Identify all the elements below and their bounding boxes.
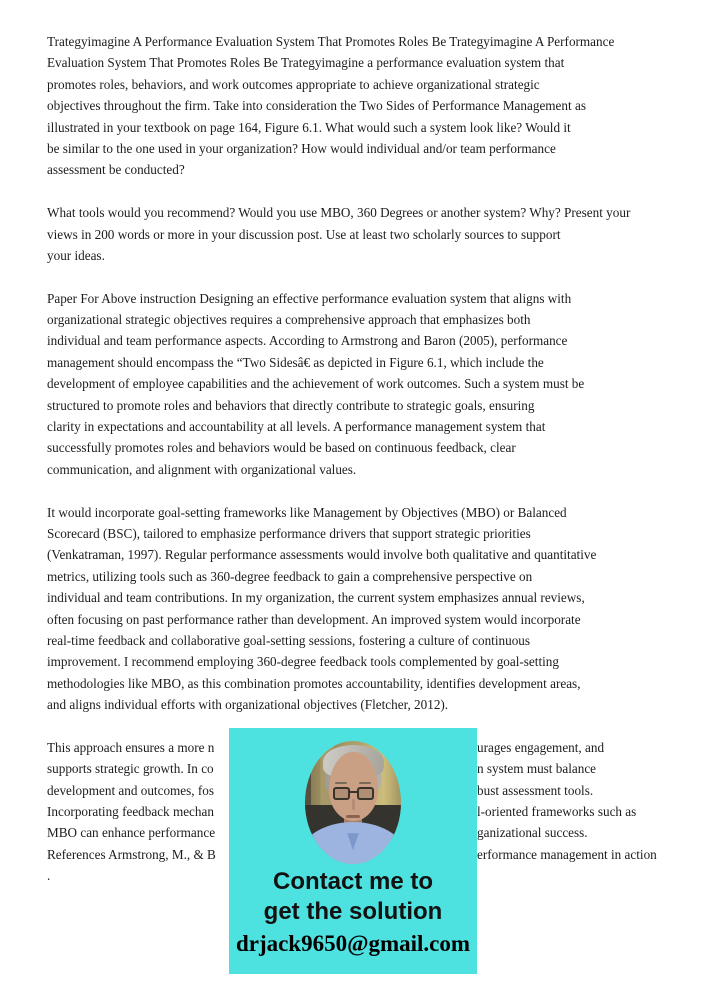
text-line-right-fragment: urages engagement, and <box>477 739 605 755</box>
text-line: Scorecard (BSC), tailored to emphasize performance drivers that support strategic priorities <box>47 525 531 541</box>
glasses-lens-left <box>333 787 350 801</box>
glasses-bridge <box>349 791 357 793</box>
text-line-left-fragment: Incorporating feedback mechan <box>47 804 214 820</box>
portrait-photo <box>305 741 401 864</box>
text-line: Paper For Above instruction Designing an effective performance evaluation system that aligns with <box>47 290 572 306</box>
text-line: Evaluation System That Promotes Roles Be Trategyimagine a performance evaluation system that <box>47 55 565 71</box>
text-line-left-fragment: . <box>47 868 51 884</box>
text-line-left-fragment: References Armstrong, M., & B <box>47 846 216 862</box>
portrait-nose <box>352 799 355 810</box>
glasses-lens-right <box>357 787 374 801</box>
glasses-icon <box>333 787 374 801</box>
text-line-right-fragment: l-oriented frameworks such as <box>477 804 637 820</box>
text-line: metrics, utilizing tools such as 360-degree feedback to gain a comprehensive perspective on <box>47 568 533 584</box>
text-line: Trategyimagine A Performance Evaluation System That Promotes Roles Be Trategyimagine A Performance <box>47 34 615 49</box>
text-line: your ideas. <box>47 247 105 263</box>
text-line: views in 200 words or more in your discussion post. Use at least two scholarly sources to support <box>47 226 561 242</box>
text-line-right-fragment: bust assessment tools. <box>477 782 594 798</box>
contact-overlay <box>229 728 477 974</box>
text-line: often focusing on past performance rather than development. An improved system would incorporate <box>47 611 581 627</box>
text-line: illustrated in your textbook on page 164, Figure 6.1. What would such a system look like? Would it <box>47 119 571 135</box>
contact-title-line1: Contact me to <box>272 868 433 895</box>
text-line: individual and team performance aspects. According to Armstrong and Baron (2005), performance <box>47 333 568 349</box>
text-line-left-fragment: MBO can enhance performance <box>47 825 216 841</box>
text-line: management should encompass the “Two Sidesâ€ as depicted in Figure 6.1, which include the <box>47 354 544 370</box>
contact-email: drjack9650@gmail.com <box>235 931 471 956</box>
text-line: promotes roles, behaviors, and work outcomes appropriate to achieve organizational strategic <box>47 76 540 92</box>
paragraph <box>47 288 687 481</box>
text-line-right-fragment: ganizational success. <box>477 825 588 841</box>
portrait-mouth <box>346 815 359 818</box>
text-line-left-fragment: supports strategic growth. In co <box>47 761 214 777</box>
text-line: individual and team contributions. In my organization, the current system emphasizes annual reviews, <box>47 590 585 606</box>
text-line: real-time feedback and collaborative goal-setting sessions, fostering a culture of continuous <box>47 632 531 648</box>
text-line-right-fragment: erformance management in action <box>477 846 657 862</box>
text-line: be similar to the one used in your organization? How would individual and/or team performance <box>47 140 556 156</box>
text-line: clarity in expectations and accountability at all levels. A performance management system that <box>47 419 546 435</box>
text-line: What tools would you recommend? Would you use MBO, 360 Degrees or another system? Why? Present your <box>47 205 631 221</box>
portrait-eyebrow-left <box>335 782 347 784</box>
text-line: improvement. I recommend employing 360-degree feedback tools complemented by goal-setting <box>47 654 559 670</box>
text-line: successfully promotes roles and behaviors would be based on continuous feedback, clear <box>47 440 516 456</box>
text-line-left-fragment: This approach ensures a more n <box>47 739 215 755</box>
text-line: structured to promote roles and behaviors that directly contribute to strategic goals, ensuring <box>47 397 535 413</box>
paragraph <box>47 31 687 181</box>
paragraph <box>47 202 687 266</box>
paragraph <box>47 502 687 716</box>
text-line: development of employee capabilities and the achievement of work outcomes. Such a system must be <box>47 376 585 392</box>
portrait-eyebrow-right <box>359 782 371 784</box>
text-line: methodologies like MBO, as this combination promotes accountability, identifies development areas, <box>47 675 581 691</box>
contact-title-line2: get the solution <box>263 898 443 925</box>
text-line-right-fragment: n system must balance <box>477 761 597 777</box>
text-line: and aligns individual efforts with organizational objectives (Fletcher, 2012). <box>47 697 449 713</box>
text-line: communication, and alignment with organizational values. <box>47 461 357 477</box>
text-line-left-fragment: development and outcomes, fos <box>47 782 215 798</box>
text-line: assessment be conducted? <box>47 162 185 178</box>
text-line: It would incorporate goal-setting frameworks like Management by Objectives (MBO) or Balanced <box>47 504 567 520</box>
text-line: organizational strategic objectives requires a comprehensive approach that emphasizes both <box>47 312 531 328</box>
text-line: objectives throughout the firm. Take into consideration the Two Sides of Performance Management as <box>47 98 586 114</box>
text-line: (Venkatraman, 1997). Regular performance assessments would involve both qualitative and quantitative <box>47 547 597 563</box>
